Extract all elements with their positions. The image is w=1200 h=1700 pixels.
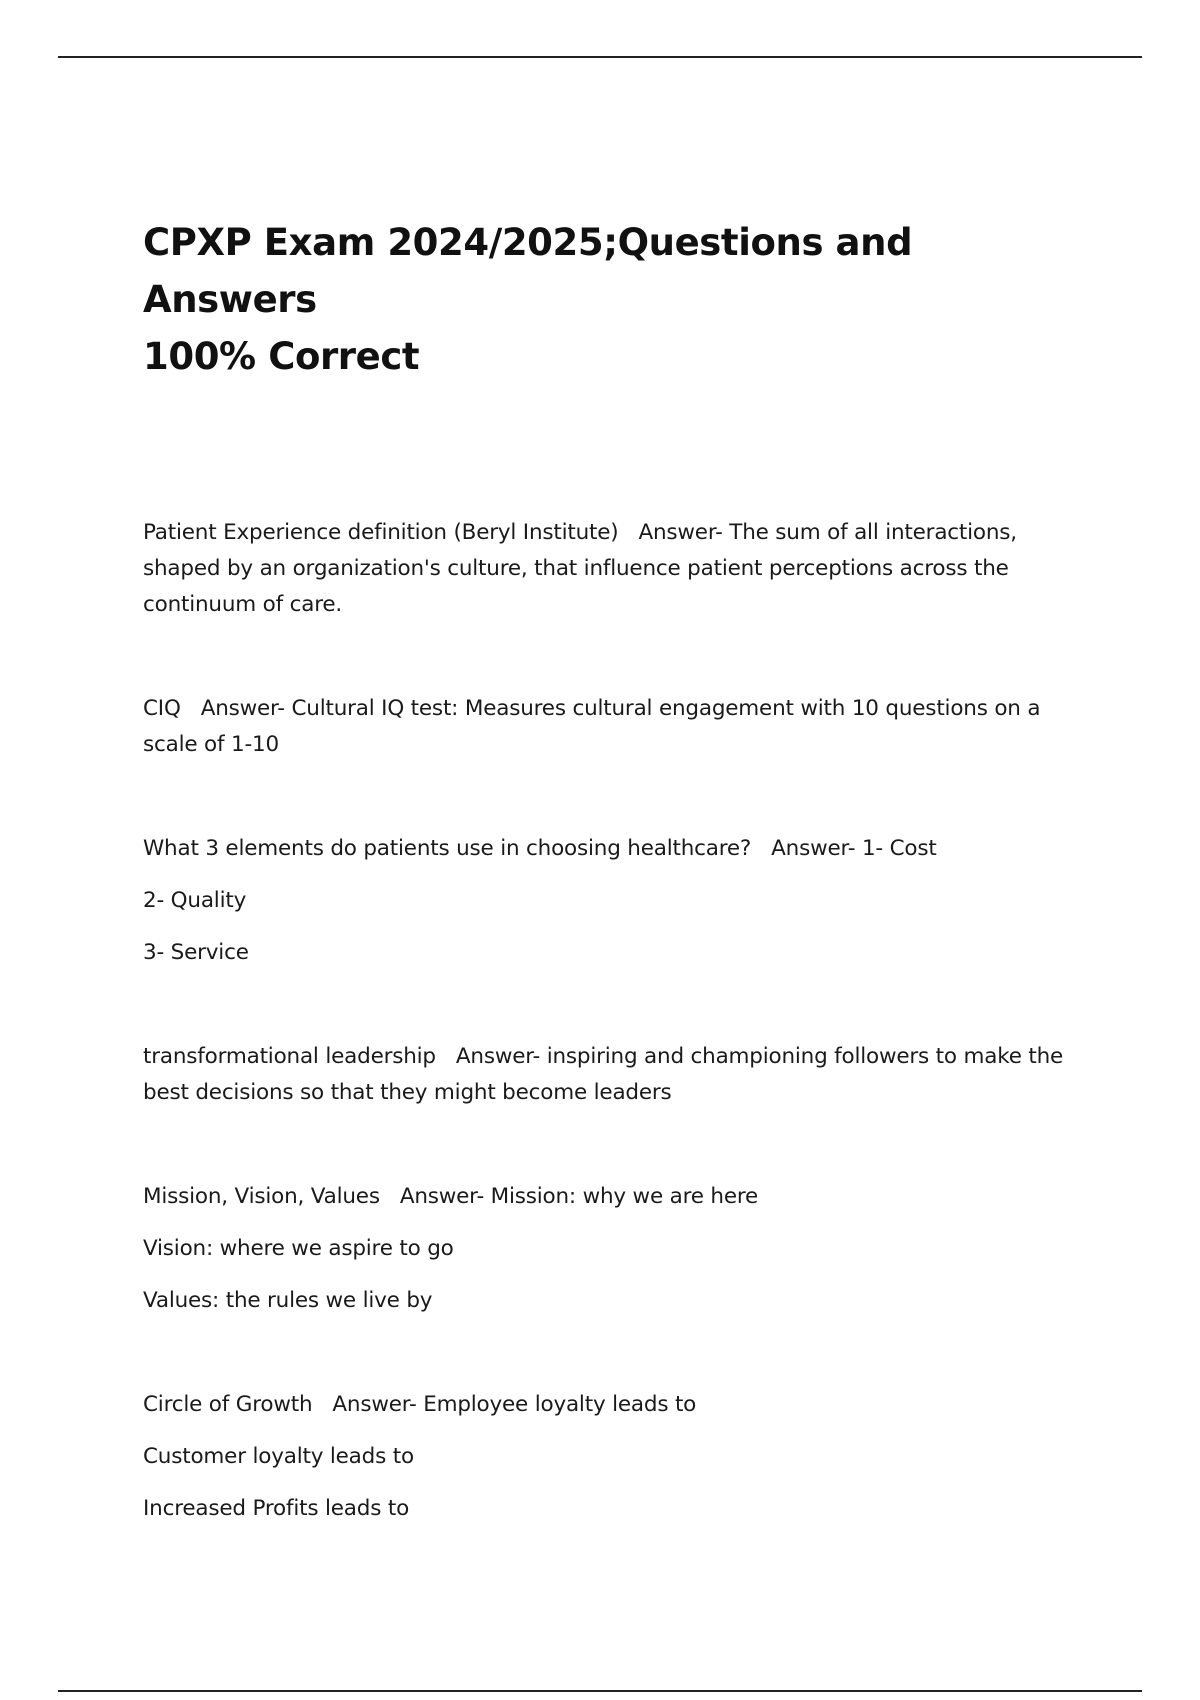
question-text: Patient Experience definition (Beryl Institute) xyxy=(143,520,619,545)
document-title-line-1: CPXP Exam 2024/2025;Questions and Answers xyxy=(143,221,913,321)
qa-entry xyxy=(143,691,1083,763)
qa-first-line xyxy=(143,691,1083,763)
document-title xyxy=(143,214,1083,385)
qa-first-line xyxy=(143,831,1083,867)
question-text: Mission, Vision, Values xyxy=(143,1184,380,1209)
document-title-line-2: 100% Correct xyxy=(143,335,420,378)
answer-continuation: 3- Service xyxy=(143,940,249,965)
answer-text: Answer- Employee loyalty leads to xyxy=(332,1392,697,1417)
qa-first-line xyxy=(143,1039,1083,1111)
qa-first-line xyxy=(143,515,1083,623)
answer-text: Answer- inspiring and championing followers to make the best decisions so that they might become leaders xyxy=(143,1044,1064,1105)
answer-text: Answer- 1- Cost xyxy=(771,836,937,861)
answer-continuation: Increased Profits leads to xyxy=(143,1496,410,1521)
qa-entry xyxy=(143,1387,1083,1527)
footer-rule xyxy=(58,1690,1142,1692)
qa-entry xyxy=(143,515,1083,623)
answer-text: Answer- Mission: why we are here xyxy=(399,1184,759,1209)
qa-first-line xyxy=(143,1179,1083,1215)
answer-continuation: Customer loyalty leads to xyxy=(143,1444,414,1469)
qa-entry xyxy=(143,1179,1083,1319)
question-text: transformational leadership xyxy=(143,1044,436,1069)
question-text: What 3 elements do patients use in choosing healthcare? xyxy=(143,836,752,861)
question-text: Circle of Growth xyxy=(143,1392,313,1417)
header-rule xyxy=(58,56,1142,58)
document-body xyxy=(143,214,1083,1595)
qa-entry xyxy=(143,831,1083,971)
qa-first-line xyxy=(143,1387,1083,1423)
qa-list xyxy=(143,515,1083,1527)
answer-text: Answer- Cultural IQ test: Measures cultural engagement with 10 questions on a scale of 1-10 xyxy=(143,696,1041,757)
answer-continuation: 2- Quality xyxy=(143,888,247,913)
answer-continuation: Values: the rules we live by xyxy=(143,1288,433,1313)
answer-text: Answer- The sum of all interactions, shaped by an organization's culture, that influence patient perceptions across the continuum of care. xyxy=(143,520,1017,617)
question-text: CIQ xyxy=(143,696,181,721)
answer-continuation: Vision: where we aspire to go xyxy=(143,1236,454,1261)
qa-entry xyxy=(143,1039,1083,1111)
